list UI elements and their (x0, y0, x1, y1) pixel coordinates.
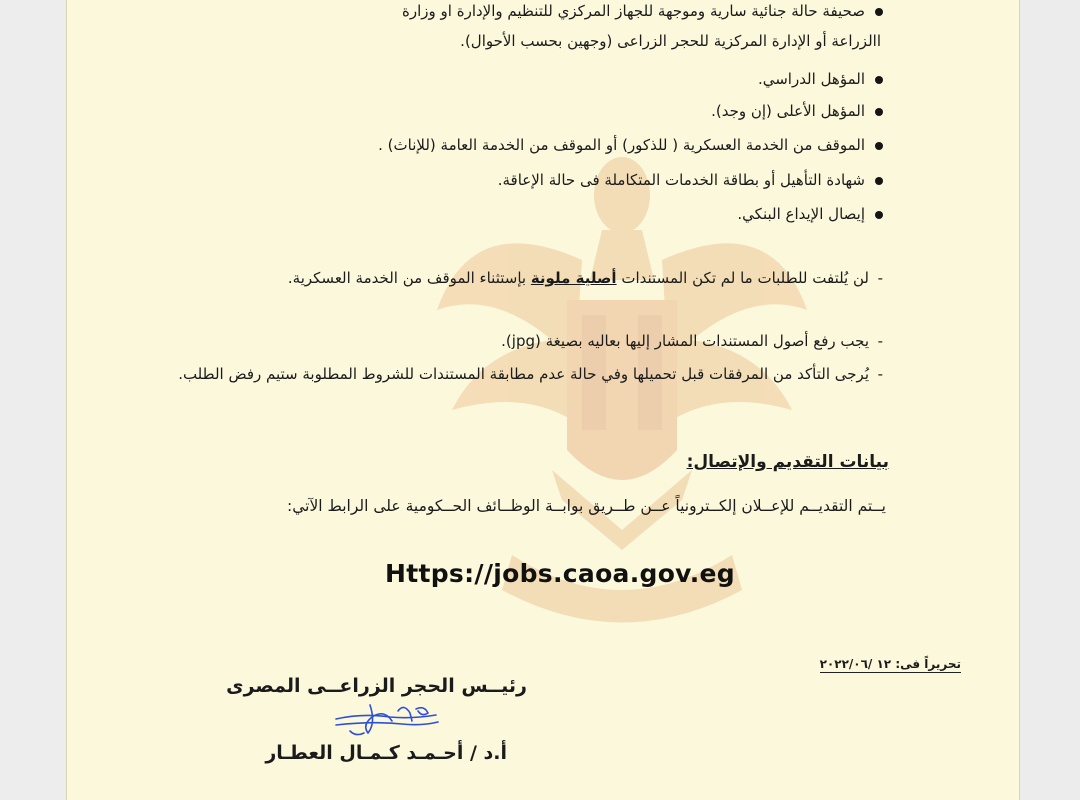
application-paragraph: يــتم التقديــم للإعــلان إلكــترونياً عــن طــريق بوابــة الوظــائف الحــكومية على الرابط الآتي: (286, 497, 886, 515)
signatory-name: أ.د / أحـمـد كـمـال العطـار (265, 742, 507, 764)
requirement-item: شهادة التأهيل أو بطاقة الخدمات المتكاملة فى حالة الإعاقة. (498, 171, 883, 189)
document-page (66, 0, 1020, 800)
contact-heading: بيانات التقديم والإتصال: (686, 452, 889, 472)
requirement-continuation: االزراعة أو الإدارة المركزية للحجر الزراعى (وجهين بحسب الأحوال). (460, 32, 881, 50)
note-jpg-format: - يجب رفع أصول المستندات المشار إليها بعاليه بصيغة (jpg). (501, 332, 883, 350)
left-margin (0, 0, 66, 800)
requirement-item: المؤهل الأعلى (إن وجد). (711, 102, 883, 120)
note-verify-attachments: - يُرجى التأكد من المرفقات قبل تحميلها وفي حالة عدم مطابقة المستندات للشروط المطلوبة ستيم رفض الطلب. (178, 365, 883, 383)
handwritten-signature (332, 695, 442, 740)
requirement-item: إيصال الإيداع البنكي. (737, 205, 883, 223)
requirement-item: الموقف من الخدمة العسكرية ( للذكور) أو الموقف من الخدمة العامة (للإناث) . (378, 136, 883, 154)
requirement-item: المؤهل الدراسي. (758, 70, 883, 88)
application-link[interactable]: Https://jobs.caoa.gov.eg (385, 559, 735, 588)
right-margin (1018, 0, 1080, 800)
note-original-documents: - لن يُلتفت للطلبات ما لم تكن المستندات أصلية ملونة بإستثناء الموقف من الخدمة العسكرية. (287, 269, 883, 287)
signatory-title: رئيــس الحجر الزراعــى المصرى (226, 675, 527, 697)
requirement-item: صحيفة حالة جنائية سارية وموجهة للجهاز المركزي للتنظيم والإدارة او وزارة (402, 2, 883, 20)
issue-date: تحريراً فى: ١٢ /٢٠٢٢/٠٦ (819, 657, 961, 671)
